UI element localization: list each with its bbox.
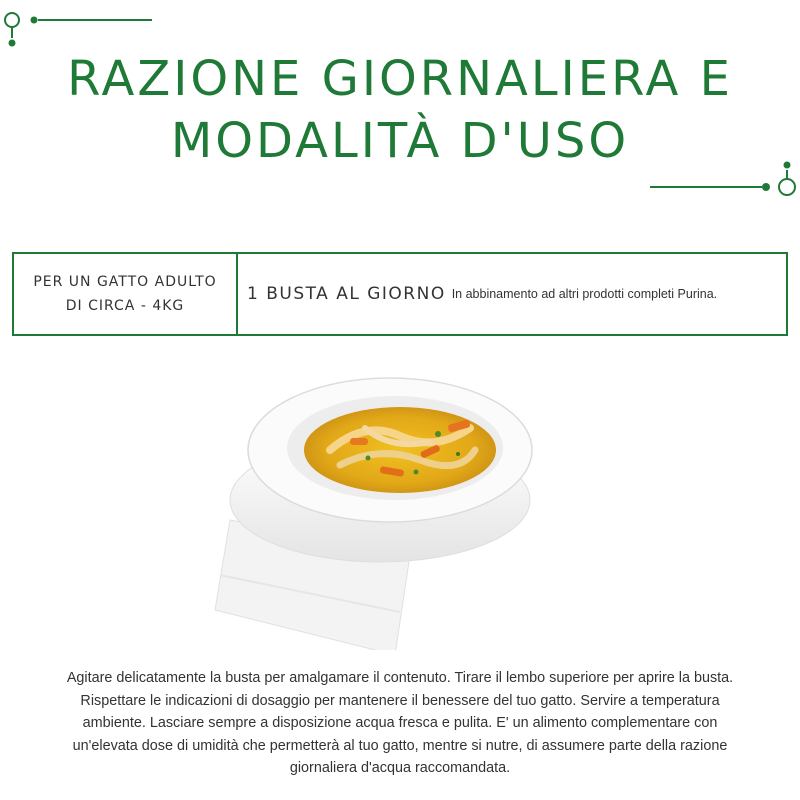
- title-line-1: RAZIONE GIORNALIERA E: [67, 51, 733, 107]
- dosage-table: [12, 252, 788, 336]
- dosage-amount-cell: [238, 254, 786, 334]
- dosage-target-cell: [14, 254, 238, 334]
- target-line-1: PER UN GATTO ADULTO: [33, 274, 217, 290]
- page-title: [0, 48, 800, 172]
- dose-amount: 1 BUSTA AL GIORNO: [247, 284, 446, 304]
- usage-instructions: Agitare delicatamente la busta per amalgamare il contenuto. Tirare il lembo superiore per aprire la busta. Rispettare le indicazioni di dosaggio per mantenere il benessere del tuo gatto. Servire a temperatura ambiente. Lasciare sempre a disposizione acqua fresca e pulita. E' un alimento complementare con un'elevata dose di umidità che permetterà al tuo gatto, mentre si nutre, di assumere parte della razione giornaliera d'acqua raccomandata.: [66, 670, 734, 776]
- soup-bowl-image: [190, 350, 550, 650]
- title-line-2: MODALITÀ D'USO: [170, 113, 630, 169]
- dose-note: In abbinamento ad altri prodotti completi Purina.: [451, 287, 718, 301]
- target-line-2: DI CIRCA - 4KG: [65, 298, 185, 314]
